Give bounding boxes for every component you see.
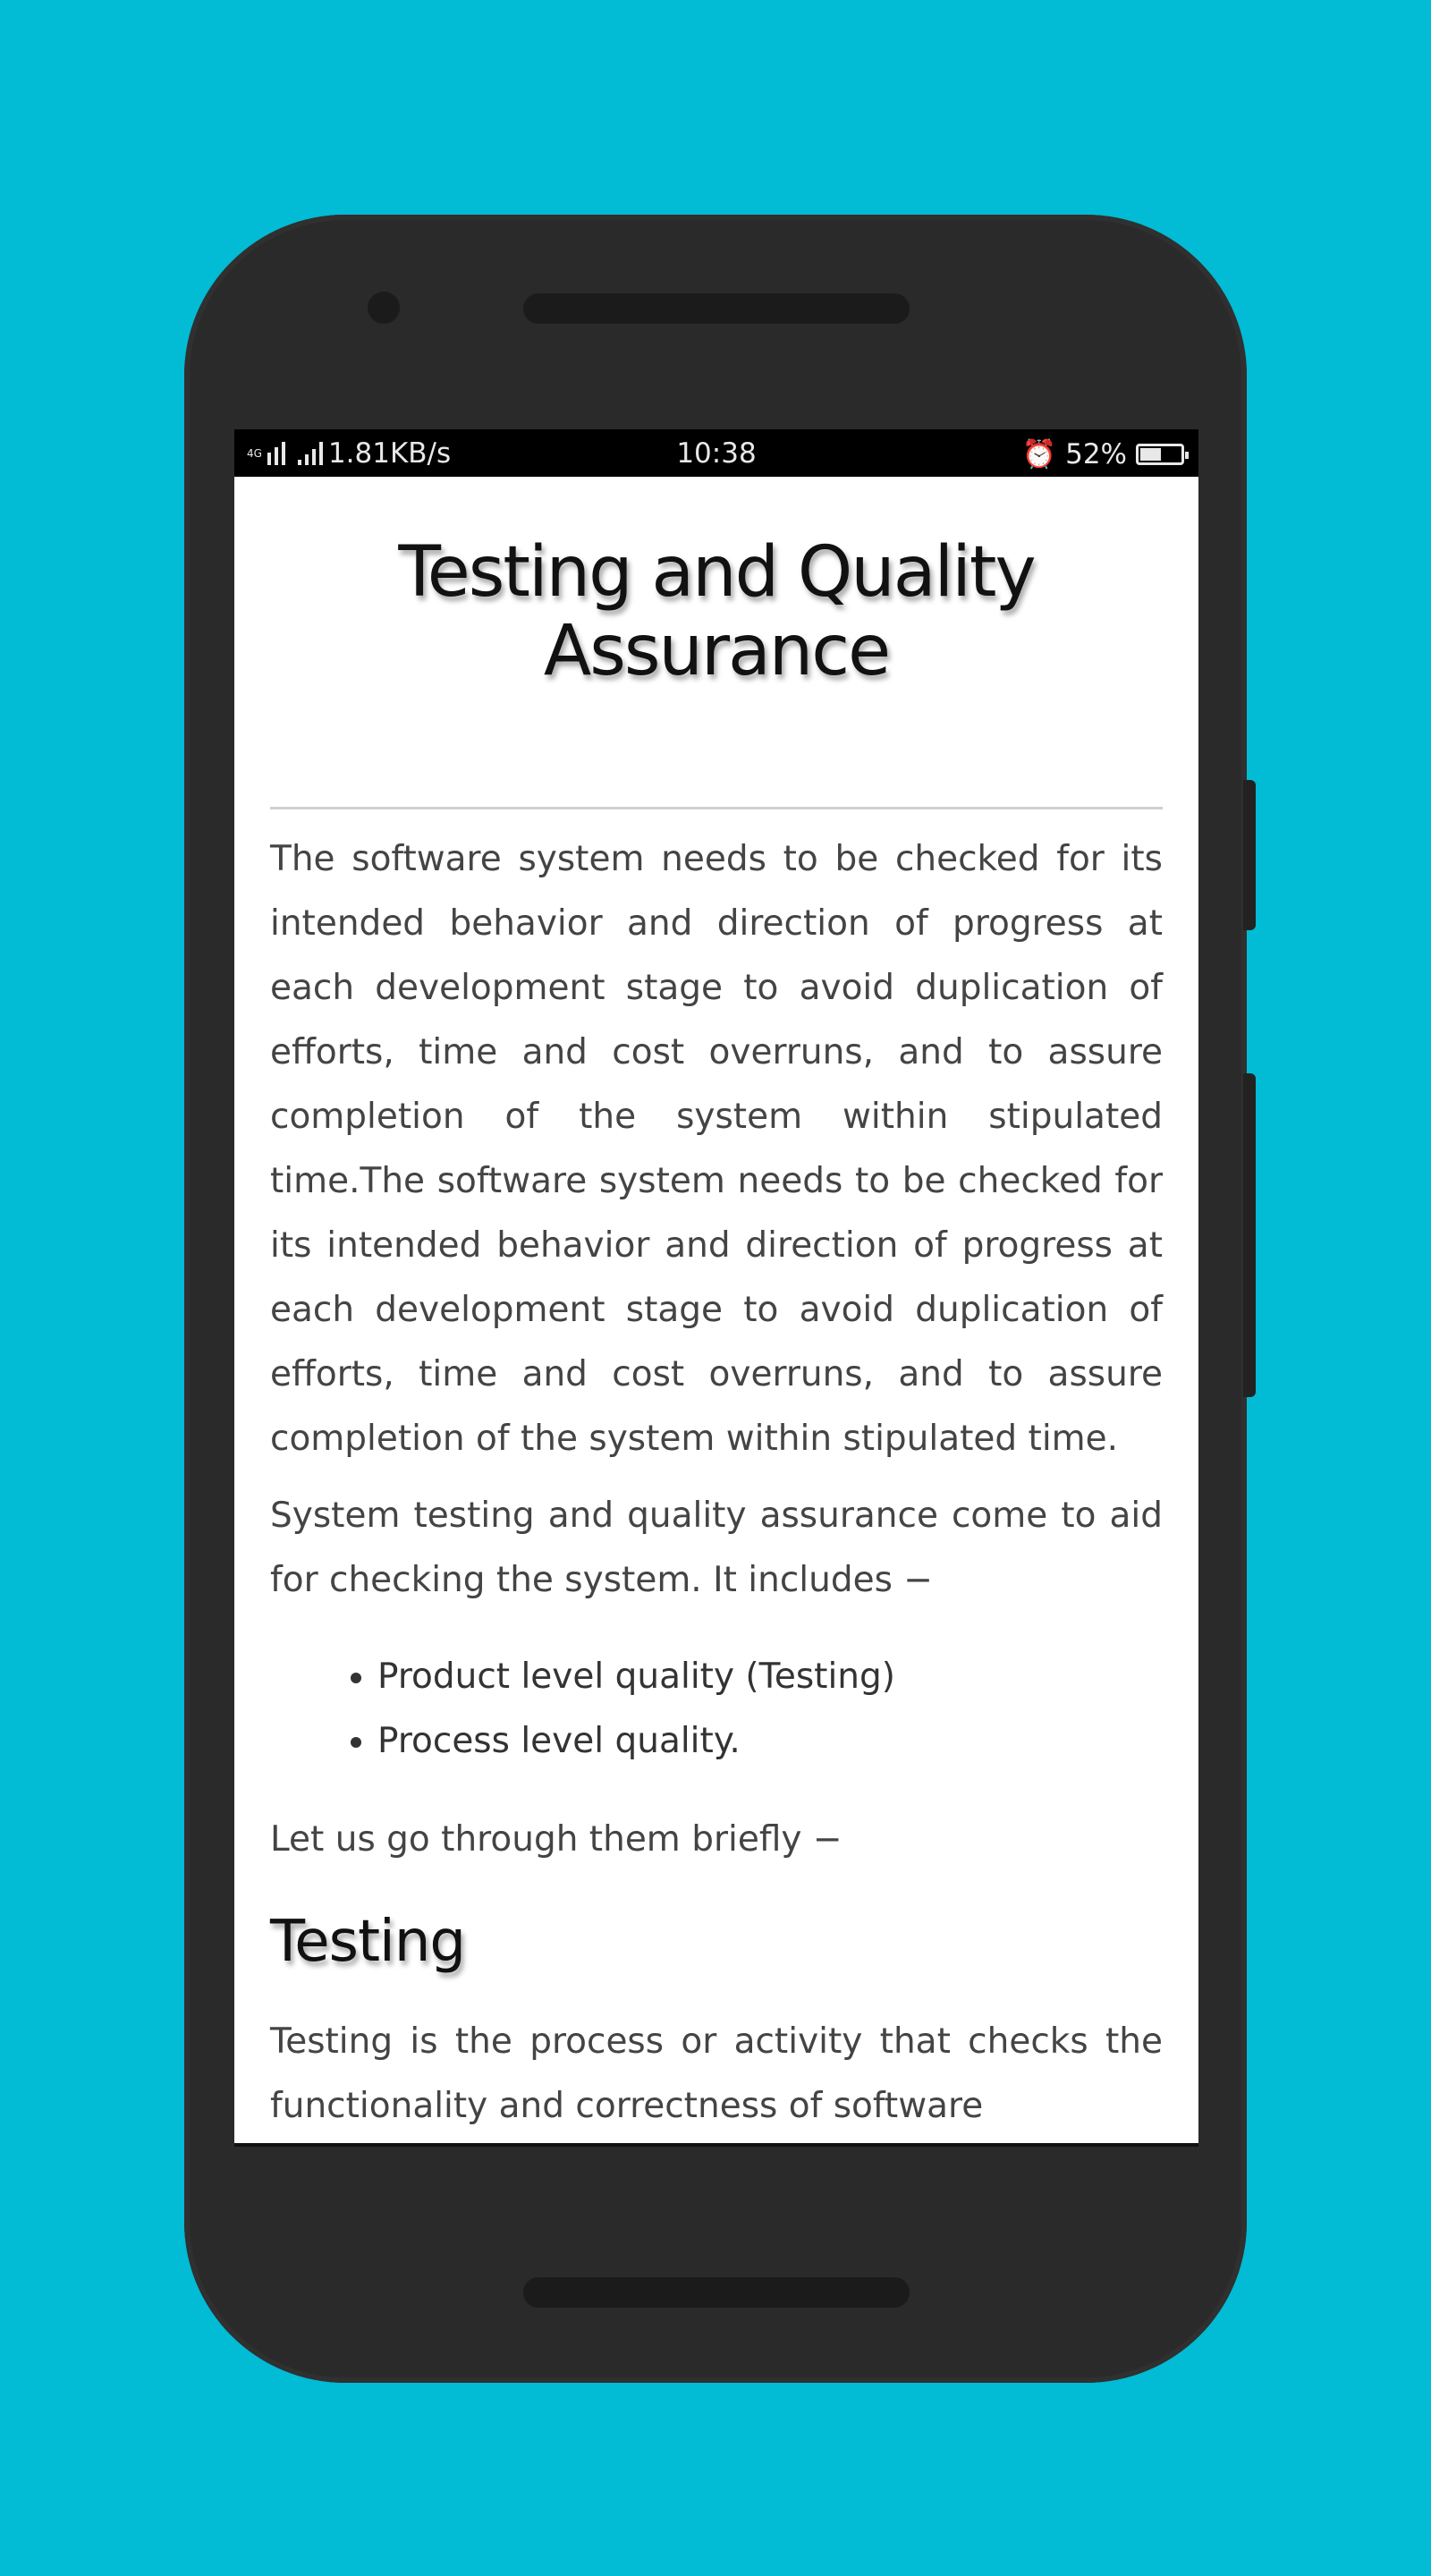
alarm-icon: ⏰ <box>1021 438 1057 470</box>
earpiece-speaker <box>523 293 910 324</box>
status-time: 10:38 <box>676 437 757 470</box>
section-heading: Testing <box>270 1909 465 1975</box>
phone-screen <box>234 429 1198 2147</box>
article-paragraph: System testing and quality assurance come to aid for checking the system. It includes − <box>270 1496 1163 1600</box>
article-paragraph: The software system needs to be checked for its intended behavior and direction of progress at each development stage to avoid duplication of efforts, time and cost overruns, and to assure completion of the system within stipulated time.The software system needs to be checked for its intended behavior and direction of progress at each development stage to avoid duplication of efforts, time and cost overruns, and to assure completion of the system within stipulated time. <box>270 839 1163 1459</box>
article-paragraph: Testing is the process or activity that checks the functionality and correctness of software <box>270 2021 1163 2126</box>
list-item: • Product level quality (Testing) <box>377 1645 1163 1709</box>
battery-fill <box>1140 448 1161 461</box>
status-right <box>1021 437 1184 470</box>
network-type-icon: 4G <box>247 447 262 460</box>
power-button <box>1243 780 1256 930</box>
quality-list <box>270 1645 1163 1774</box>
battery-percent: 52% <box>1065 437 1127 470</box>
status-bar <box>234 429 1198 479</box>
screen-bottom-edge <box>234 2143 1198 2147</box>
article-paragraph: Let us go through them briefly − <box>270 1819 843 1860</box>
title-divider <box>270 807 1163 809</box>
list-item: • Process level quality. <box>377 1709 1163 1774</box>
article-content <box>270 479 1163 2139</box>
volume-button <box>1243 1073 1256 1397</box>
page-title: Testing and Quality Assurance <box>398 532 1035 691</box>
net-speed: 1.81KB/s <box>327 437 452 470</box>
front-camera <box>368 292 400 324</box>
bottom-speaker <box>523 2277 910 2308</box>
battery-icon <box>1136 444 1184 465</box>
